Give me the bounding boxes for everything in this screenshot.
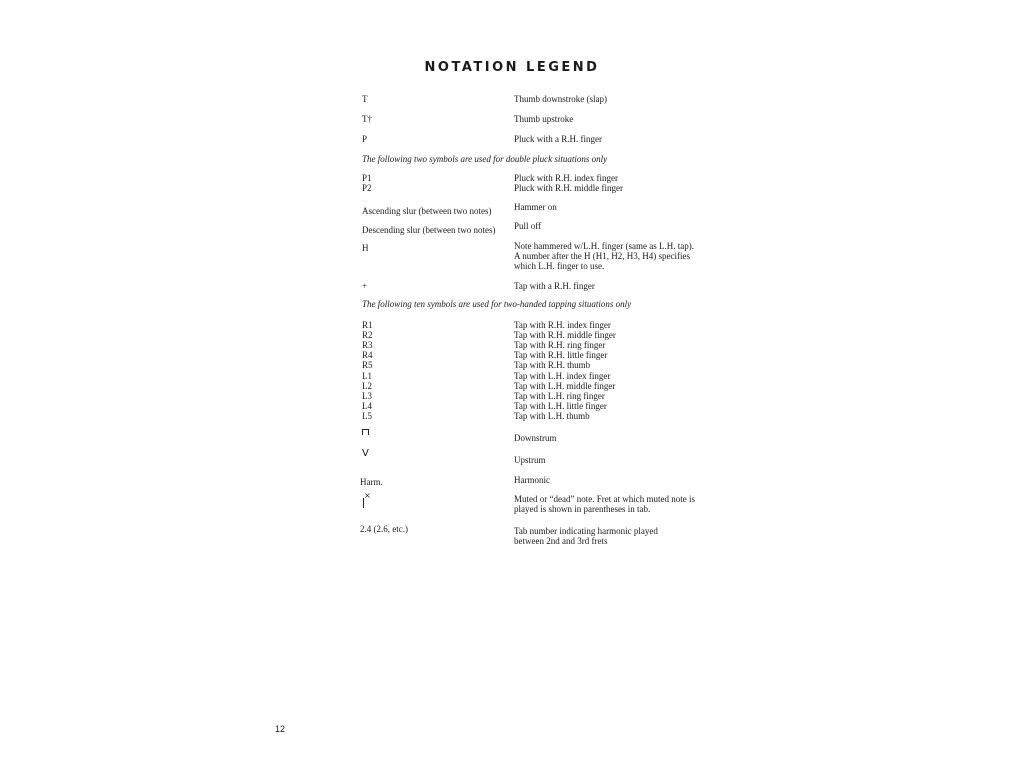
legend-row-tapping — [362, 330, 762, 340]
page-number: 12 — [275, 724, 286, 734]
legend-symbol: + — [362, 281, 368, 292]
legend-description: Tap with L.H. index finger — [514, 370, 611, 381]
legend-description: Tap with a R.H. finger — [514, 281, 595, 292]
legend-symbol: Descending slur (between two notes) — [362, 225, 496, 236]
legend-note-tapping: The following ten symbols are used for two-handed tapping situations only — [362, 299, 632, 310]
legend-description — [514, 494, 762, 514]
page-title: NOTATION LEGEND — [424, 60, 600, 75]
legend-row-upstrum — [362, 447, 762, 465]
legend-description: Pluck with R.H. index finger — [514, 172, 618, 183]
legend-row-tapping — [362, 391, 762, 401]
legend-description: Tap with R.H. index finger — [514, 319, 611, 330]
legend-row-hammer — [362, 241, 762, 272]
legend-description: Tap with L.H. little finger — [514, 401, 607, 412]
legend-symbol: 2.4 (2.6, etc.) — [360, 523, 408, 534]
legend-symbol: H — [362, 242, 369, 253]
legend-row-tapping — [362, 350, 762, 360]
legend-symbol: R3 — [362, 340, 373, 351]
legend-row-downstrum — [362, 430, 762, 443]
legend-row-p2 — [362, 183, 762, 193]
legend-row-thumb-down — [362, 94, 762, 104]
legend-symbol: R2 — [362, 329, 373, 340]
legend-row-tab-number — [362, 524, 762, 546]
legend-row-tapping — [362, 360, 762, 370]
legend-description — [514, 524, 762, 546]
legend-row-tapping — [362, 320, 762, 330]
legend-row-tapping — [362, 401, 762, 411]
legend-symbol: Harm. — [360, 477, 383, 488]
legend-description-line: Note hammered w/L.H. finger (same as L.H. tap). — [514, 240, 694, 251]
legend-row-tapping — [362, 411, 762, 421]
legend-description-line: played is shown in parentheses in tab. — [514, 504, 651, 515]
legend-row-descending-slur — [362, 221, 762, 236]
legend-symbol: R1 — [362, 319, 373, 330]
legend-description: Harmonic — [514, 475, 550, 486]
legend-symbol: P1 — [362, 172, 372, 183]
legend-symbol: L5 — [362, 411, 372, 422]
legend-description: Tap with R.H. thumb — [514, 360, 591, 371]
legend-row-harmonic — [360, 475, 762, 488]
legend-row-tapping — [362, 371, 762, 381]
legend-symbol: P — [362, 134, 368, 145]
legend-symbol: R4 — [362, 350, 373, 361]
legend-description: Tap with R.H. ring finger — [514, 340, 606, 351]
legend-symbol: L1 — [362, 370, 372, 381]
legend-symbol: L3 — [362, 391, 372, 402]
legend-description-line: Tab number indicating harmonic played — [514, 525, 658, 536]
muted-note-icon: × — [362, 494, 370, 510]
legend-description: Tap with L.H. ring finger — [514, 391, 605, 402]
legend-row-thumb-up — [362, 114, 762, 124]
legend-row-tapping — [362, 381, 762, 391]
legend-symbol: Ascending slur (between two notes) — [362, 206, 492, 217]
legend-row-ascending-slur — [362, 202, 762, 217]
legend-description: Thumb downstroke (slap) — [514, 94, 607, 104]
legend-description: Pull off — [514, 221, 542, 232]
legend-description-line: Muted or “dead” note. Fret at which muted note is — [514, 494, 695, 505]
legend-row-muted — [362, 491, 762, 515]
legend-description: Thumb upstroke — [514, 114, 574, 125]
legend-symbol: T† — [362, 114, 372, 125]
legend-symbol: T — [362, 94, 368, 104]
legend-list — [362, 94, 762, 546]
legend-description-line: which L.H. finger to use. — [514, 261, 605, 272]
legend-row-p1 — [362, 173, 762, 183]
legend-description: Tap with L.H. thumb — [514, 411, 590, 422]
legend-description: Downstrum — [514, 432, 557, 443]
legend-description-line: A number after the H (H1, H2, H3, H4) specifies — [514, 250, 690, 261]
downstrum-icon — [362, 427, 369, 437]
legend-row-pluck — [362, 134, 762, 144]
legend-symbol: L2 — [362, 380, 372, 391]
legend-description-line: between 2nd and 3rd frets — [514, 535, 608, 546]
legend-row-tapping — [362, 340, 762, 350]
legend-description — [514, 241, 762, 272]
legend-symbol: R5 — [362, 360, 373, 371]
legend-note-double-pluck: The following two symbols are used for double pluck situations only — [362, 153, 608, 164]
legend-description: Hammer on — [514, 202, 557, 213]
upstrum-icon: V — [362, 447, 369, 459]
legend-description: Pluck with a R.H. finger — [514, 134, 602, 145]
legend-row-tap — [362, 281, 762, 291]
legend-description: Tap with R.H. little finger — [514, 350, 608, 361]
legend-description: Pluck with R.H. middle finger — [514, 183, 623, 194]
legend-description: Tap with R.H. middle finger — [514, 329, 616, 340]
legend-symbol: P2 — [362, 183, 372, 194]
legend-description: Tap with L.H. middle finger — [514, 380, 616, 391]
legend-description: Upstrum — [514, 454, 546, 465]
legend-symbol: L4 — [362, 401, 372, 412]
